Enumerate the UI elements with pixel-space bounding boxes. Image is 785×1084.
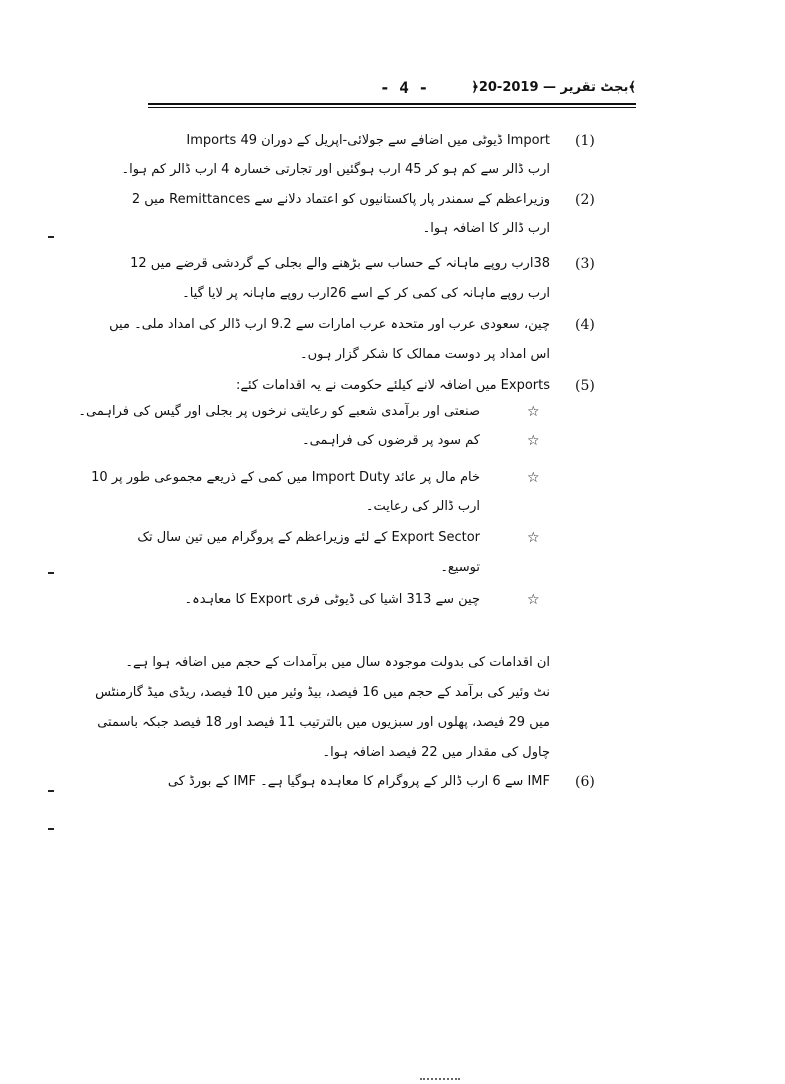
paragraph-line: نٹ وئیر کی برآمد کے حجم میں 16 فیصد، بیڈ وئیر میں 10 فیصد، ریڈی میڈ گارمنٹس	[95, 685, 550, 700]
bottom-dots	[420, 1078, 460, 1080]
bullet-text-line: کم سود پر قرضوں کی فراہمی۔	[302, 433, 480, 448]
star-bullet-icon: ☆	[527, 470, 540, 486]
scan-mark	[48, 828, 54, 830]
star-bullet-icon: ☆	[527, 592, 540, 608]
paragraph-line: ان اقدامات کی بدولت موجودہ سال میں برآمدات کے حجم میں اضافہ ہوا ہے۔	[125, 655, 550, 670]
header-rule-thin	[148, 107, 636, 108]
bullet-text-line: چین سے 313 اشیا کی ڈیوٹی فری Export کا معاہدہ۔	[184, 592, 480, 607]
item-text-line: IMF سے 6 ارب ڈالر کے پروگرام کا معاہدہ ہوگیا ہے۔ IMF کے بورڈ کی	[167, 774, 550, 789]
star-bullet-icon: ☆	[527, 404, 540, 420]
item-text-line: ارب ڈالر کا اضافہ ہوا۔	[422, 221, 550, 236]
scan-mark	[48, 790, 54, 792]
paragraph-line: میں 29 فیصد، پھلوں اور سبزیوں میں بالترتیب 11 فیصد اور 18 فیصد جبکہ باسمتی	[97, 715, 550, 730]
bullet-text-line: توسیع۔	[440, 560, 480, 575]
bullet-text-line: خام مال پر عائد Import Duty میں کمی کے ذریعے مجموعی طور پر 10	[91, 470, 480, 485]
item-text-line: وزیراعظم کے سمندر پار پاکستانیوں کو اعتماد دلانے سے Remittances میں 2	[131, 192, 550, 207]
item-text-line: اس امداد پر دوست ممالک کا شکر گزار ہوں۔	[299, 347, 550, 362]
item-text-line: Exports میں اضافہ لانے کیلئے حکومت نے یہ اقدامات کئے:	[235, 378, 550, 393]
item-number: (3)	[575, 256, 595, 272]
item-number: (4)	[575, 317, 595, 333]
page-header	[148, 78, 636, 102]
item-number: (1)	[575, 133, 595, 149]
item-text-line: 38ارب روپے ماہانہ کے حساب سے بڑھنے والے بجلی کے گردشی قرضے میں 12	[130, 256, 550, 271]
item-text-line: ارب روپے ماہانہ کی کمی کر کے اسے 26ارب روپے ماہانہ پر لایا گیا۔	[182, 286, 550, 301]
scan-mark	[48, 572, 54, 574]
budget-year-label: ﴾بجٹ تقریر — 2019-20﴿	[471, 80, 636, 95]
item-text-line: ارب ڈالر سے کم ہو کر 45 ارب ہوگئیں اور تجارتی خسارہ 4 ارب ڈالر کم ہوا۔	[121, 162, 550, 177]
bullet-text-line: صنعتی اور برآمدی شعبے کو رعایتی نرخوں پر بجلی اور گیس کی فراہمی۔	[78, 404, 480, 419]
paragraph-line: چاول کی مقدار میں 22 فیصد اضافہ ہوا۔	[322, 745, 550, 760]
item-text-line: Import ڈیوٹی میں اضافے سے جولائی-اپریل کے دوران Imports 49	[186, 133, 550, 148]
bullet-text-line: ارب ڈالر کی رعایت۔	[365, 499, 480, 514]
item-number: (5)	[575, 378, 595, 394]
bullet-text-line: Export Sector کے لئے وزیراعظم کے پروگرام میں تین سال تک	[137, 530, 480, 545]
scan-mark	[48, 236, 54, 238]
item-text-line: چین، سعودی عرب اور متحدہ عرب امارات سے 9.2 ارب ڈالر کی امداد ملی۔ میں	[109, 317, 550, 332]
item-number: (2)	[575, 192, 595, 208]
star-bullet-icon: ☆	[527, 530, 540, 546]
header-rule-thick	[148, 103, 636, 105]
item-number: (6)	[575, 774, 595, 790]
star-bullet-icon: ☆	[527, 433, 540, 449]
page-number: - 4 -	[380, 78, 429, 97]
